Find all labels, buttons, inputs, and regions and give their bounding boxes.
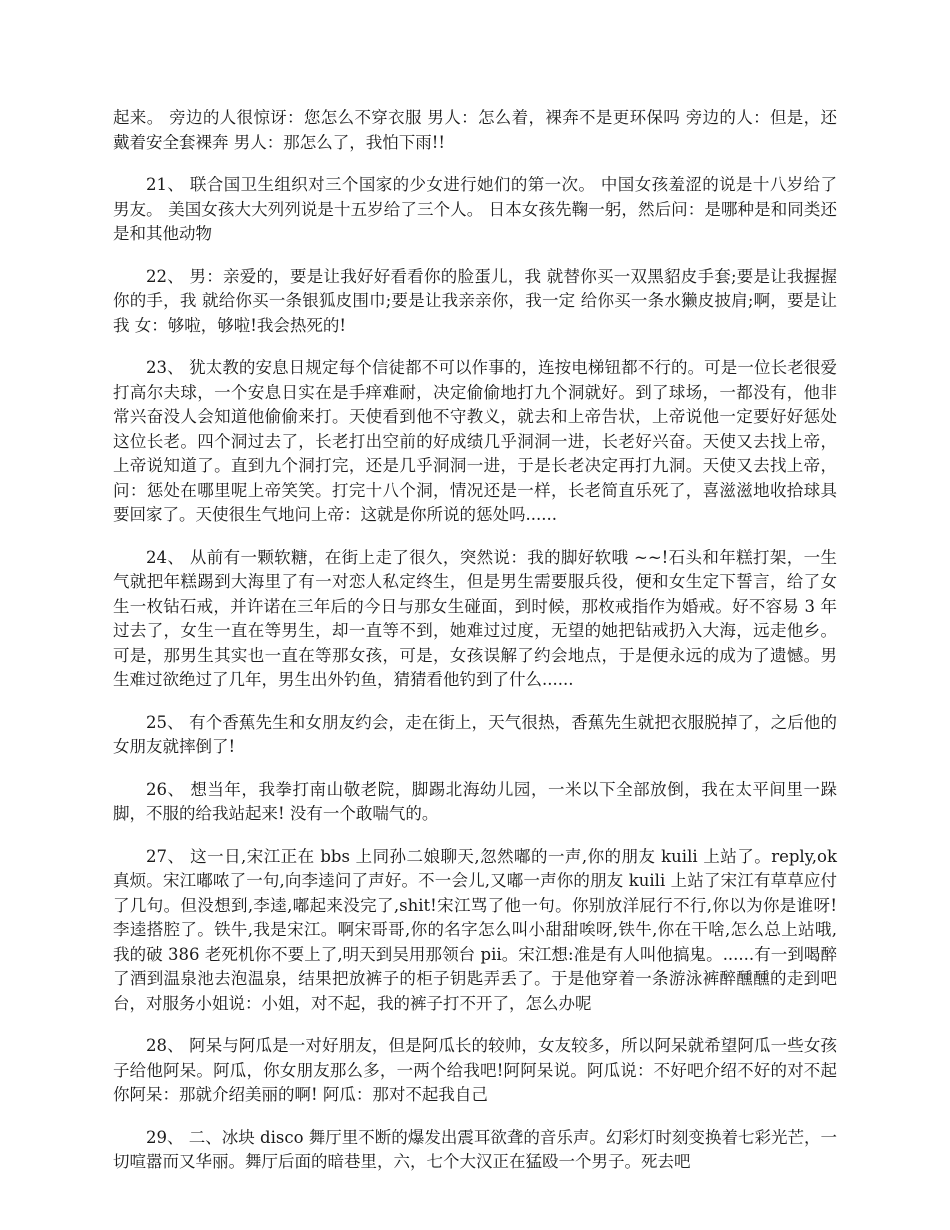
paragraph-continuation: 起来。 旁边的人很惊讶：您怎么不穿衣服 男人：怎么着，裸奔不是更环保吗 旁边的人：但是，还戴着安全套裸奔 男人：那怎么了，我怕下雨!! [113, 108, 837, 152]
paragraph-joke-21: 21、 联合国卫生组织对三个国家的少女进行她们的第一次。 中国女孩羞涩的说是十八岁给了男友。 美国女孩大大列列说是十五岁给了三个人。 日本女孩先鞠一躬，然后问：是哪种是和同类还是和其他动物 [113, 175, 837, 243]
paragraph-joke-25: 25、 有个香蕉先生和女朋友约会，走在街上，天气很热，香蕉先生就把衣服脱掉了，之后他的女朋友就摔倒了! [113, 712, 837, 756]
paragraph-joke-28: 28、 阿呆与阿瓜是一对好朋友，但是阿瓜长的较帅，女友较多，所以阿呆就希望阿瓜一些女孩子给他阿呆。阿瓜，你女朋友那么多，一两个给我吧!阿阿呆说。阿瓜说：不好吧介绍不好的对不起你阿呆：那就介绍美丽的啊! 阿瓜：那对不起我自己 [113, 1036, 837, 1104]
paragraph-joke-23: 23、 犹太教的安息日规定每个信徒都不可以作事的，连按电梯钮都不行的。可是一位长老很爱打高尔夫球，一个安息日实在是手痒难耐，决定偷偷地打九个洞就好。到了球场，一都没有，他非常兴奋没人会知道他偷偷来打。天使看到他不守教义，就去和上帝告状，上帝说他一定要好好惩处这位长老。四个洞过去了，长老打出空前的好成绩几乎洞洞一进，长老好兴奋。天使又去找上帝，上帝说知道了。直到九个洞打完，还是几乎洞洞一进，于是长老决定再打九洞。天使又去找上帝，问：惩处在哪里呢上帝笑笑。打完十八个洞，情况还是一样，长老简直乐死了，喜滋滋地收拾球具要回家了。天使很生气地问上帝：这就是你所说的惩处吗...... [113, 358, 837, 524]
document-body [113, 106, 837, 1193]
paragraph-joke-27: 27、 这一日,宋江正在 bbs 上同孙二娘聊天,忽然嘟的一声,你的朋友 kuili 上站了。reply,ok 真烦。宋江嘟哝了一句,向李逵问了声好。不一会儿,又嘟一声你的朋友 kuili 上站了宋江有草草应付了几句。但没想到,李逵,嘟起来没完了,shit!宋江骂了他一句。你别放洋屁行不行,你以为你是谁呀!李逵搭腔了。铁牛,我是宋江。啊宋哥哥,你的名字怎么叫小甜甜唉呀,铁牛,你在干啥,怎么总上站哦,我的破 386 老死机你不要上了,明天到吴用那领台 pii。宋江想:准是有人叫他搞鬼。......有一到喝醉了酒到温泉池去泡温泉，结果把放裤子的柜子钥匙弄丢了。于是他穿着一条游泳裤醉醺醺的走到吧台，对服务小姐说：小姐，对不起，我的裤子打不开了，怎么办呢 [113, 846, 837, 1013]
paragraph-joke-29: 29、 二、冰块 disco 舞厅里不断的爆发出震耳欲聋的音乐声。幻彩灯时刻变换着七彩光芒，一切喧嚣而又华丽。舞厅后面的暗巷里，六，七个大汉正在猛殴一个男子。死去吧 [113, 1127, 837, 1171]
paragraph-joke-22: 22、 男：亲爱的，要是让我好好看看你的脸蛋儿，我 就替你买一双黑貂皮手套;要是让我握握你的手，我 就给你买一条银狐皮围巾;要是让我亲亲你，我一定 给你买一条水獭皮披肩;啊，要是让我 女：够啦，够啦!我会热死的! [113, 266, 837, 335]
paragraph-joke-24: 24、 从前有一颗软糖，在街上走了很久，突然说：我的脚好软哦 ~~!石头和年糕打架，一生气就把年糕踢到大海里了有一对恋人私定终生，但是男生需要服兵役，便和女生定下誓言，给了女生一枚钻石戒，并许诺在三年后的今日与那女生碰面，到时候，那枚戒指作为婚戒。好不容易 3 年过去了，女生一直在等男生，却一直等不到，她难过过度，无望的她把钻戒扔入大海，远走他乡。可是，那男生其实也一直在等那女孩，可是，女孩误解了约会地点，于是便永远的成为了遗憾。男生难过欲绝过了几年，男生出外钓鱼，猜猜看他钓到了什么...... [113, 547, 837, 689]
paragraph-joke-26: 26、 想当年，我拳打南山敬老院，脚踢北海幼儿园，一米以下全部放倒，我在太平间里一跺脚，不服的给我站起来! 没有一个敢喘气的。 [113, 779, 837, 823]
